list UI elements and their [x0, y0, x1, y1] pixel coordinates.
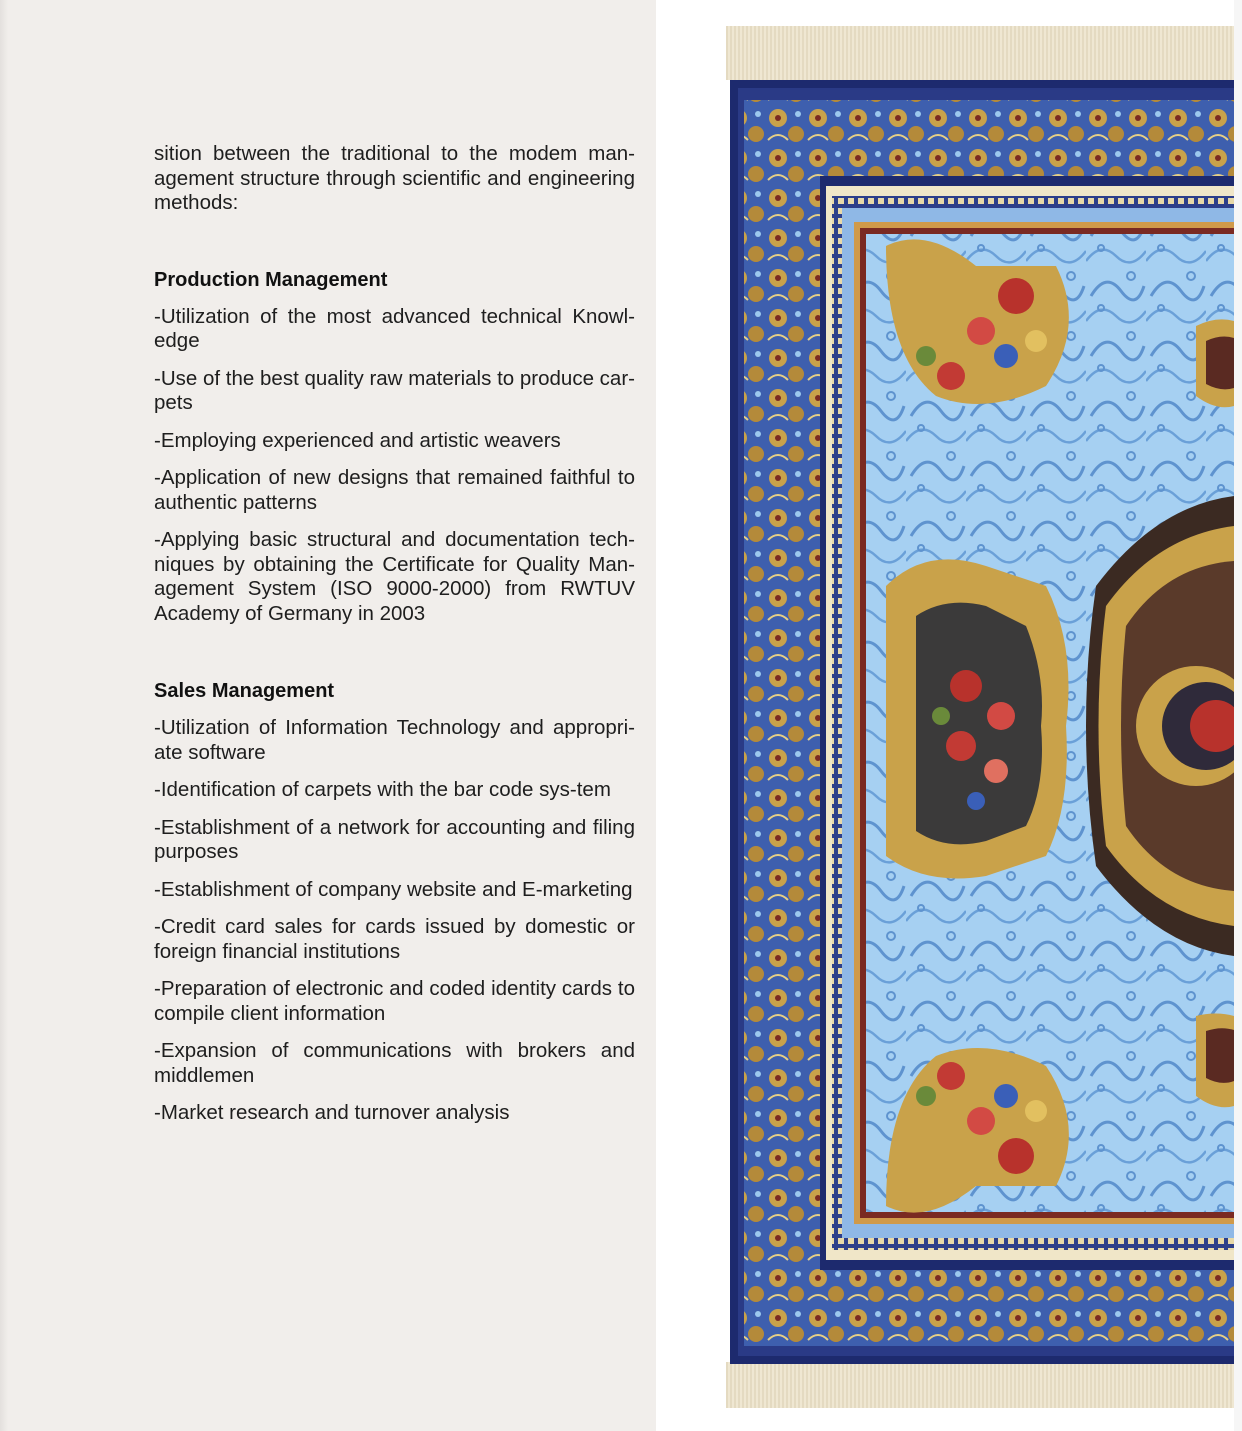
sales-item: -Expansion of communications with brokers and middlemen — [154, 1039, 635, 1087]
production-item: -Employing experienced and artistic weavers — [154, 428, 561, 452]
text-column — [154, 142, 635, 1139]
sales-item: -Establishment of company website and E-marketing — [154, 877, 633, 901]
sales-item: -Credit card sales for cards issued by domestic or foreign financial institutions — [154, 915, 635, 963]
sales-item: -Utilization of Information Technology and appropri-ate software — [154, 716, 635, 764]
sales-item: -Identification of carpets with the bar code sys-tem — [154, 778, 611, 801]
production-item: -Use of the best quality raw materials to produce car-pets — [154, 366, 635, 414]
intro-paragraph: sition between the traditional to the modem man-agement structure through scientific and engineering methods: — [154, 142, 635, 214]
page-edge — [1234, 0, 1242, 1431]
page-edge-shadow — [0, 0, 8, 1431]
persian-carpet-image — [726, 26, 1234, 1408]
production-item: -Applying basic structural and documentation tech-niques by obtaining the Certificate for Quality Man-agement System (ISO 9000-2000) from RWTUV Academy of Germany in 2003 — [154, 528, 635, 625]
sales-item: -Establishment of a network for accounting and filing purposes — [154, 815, 635, 863]
sales-item: -Market research and turnover analysis — [154, 1101, 510, 1124]
sales-management-heading: Sales Management — [154, 680, 335, 702]
production-item: -Application of new designs that remained faithful to authentic patterns — [154, 466, 635, 514]
sales-item: -Preparation of electronic and coded identity cards to compile client information — [154, 977, 635, 1025]
production-management-heading: Production Management — [154, 268, 388, 291]
production-item: -Utilization of the most advanced technical Knowl-edge — [154, 304, 635, 352]
